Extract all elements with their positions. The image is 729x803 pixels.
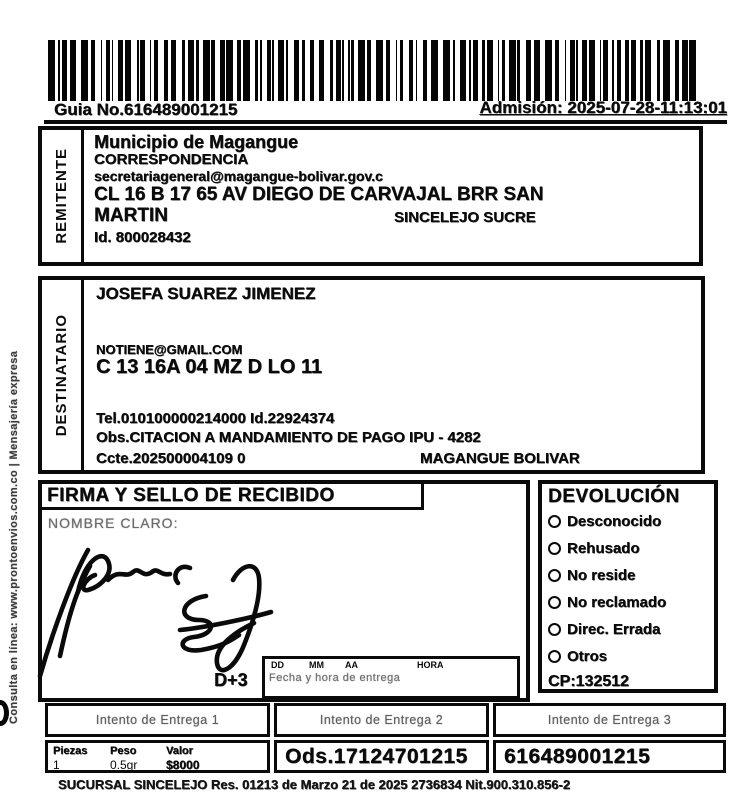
month-header: MM [309,660,324,670]
return-option-no-reclamado[interactable]: No reclamado [548,589,710,616]
radio-circle-icon[interactable] [548,623,561,636]
attempt1-header: Intento de Entrega 1 [45,703,270,737]
recipient-section-label: DESTINATARIO [42,280,84,470]
clear-name-label: NOMBRE CLARO: [48,515,179,531]
delivery-deadline-label: D+3 [214,670,248,690]
weight-header: Peso [110,745,137,757]
recipient-address: C 13 16A 04 MZ D LO 11 [96,356,323,378]
year-header: AA [345,660,358,670]
sender-address-line2: MARTIN [94,205,168,226]
declared-value: $8000 [166,758,200,772]
hour-header: HORA [417,660,444,670]
ods-number: Ods.17124701215 [274,740,489,773]
value-header: Valor [166,745,193,757]
recipient-content [90,280,701,470]
recipient-name: JOSEFA SUAREZ JIMENEZ [96,284,316,303]
return-option-desconocido[interactable]: Desconocido [548,508,710,535]
branch-resolution-line: SUCURSAL SINCELEJO Res. 01213 de Marzo 21 de 2025 2736834 Nit.900.310.856-2 [58,777,571,792]
sender-email: secretariageneral@magangue-bolivar.gov.c [94,168,383,184]
sender-address-line2-row [94,205,695,226]
signature-title: FIRMA Y SELLO DE RECIBIDO [42,484,424,510]
return-box [538,480,718,693]
day-header: DD [271,660,284,670]
barcode [48,40,700,101]
guia-number: Guia No.616489001215 [54,100,238,119]
recipient-email: NOTIENE@GMAIL.COM [96,342,243,357]
return-option-no-reside[interactable]: No reside [548,562,710,589]
recipient-tel-id: Tel.010100000214000 Id.22924374 [96,410,335,427]
return-title: DEVOLUCIÓN [548,486,680,507]
handwritten-signature [28,534,308,706]
weight-value: 0.5gr [110,758,138,772]
sender-address-line1: CL 16 B 17 65 AV DIEGO DE CARVAJAL BRR SAN [94,184,544,205]
header-row [44,98,727,124]
sender-id: Id. 800028432 [94,229,191,246]
sender-name: Municipio de Magangue [94,132,299,152]
guide-number-cell: 616489001215 [493,740,726,773]
recipient-account: Ccte.202500004109 0 [96,450,246,467]
sender-city: SINCELEJO SUCRE [394,209,536,226]
delivery-date-caption: Fecha y hora de entrega [269,672,401,684]
sender-box [38,126,703,266]
return-option-rehusado[interactable]: Rehusado [548,535,710,562]
pieces-header: Piezas [53,745,88,757]
radio-circle-icon[interactable] [548,596,561,609]
postal-code: CP:132512 [548,673,629,690]
recipient-box [38,276,705,474]
attempt2-header: Intento de Entrega 2 [274,703,489,737]
radio-circle-icon[interactable] [548,542,561,555]
sender-content [90,130,699,262]
radio-circle-icon[interactable] [548,569,561,582]
attempt3-header: Intento de Entrega 3 [493,703,726,737]
recipient-city: MAGANGUE BOLIVAR [420,450,580,467]
pieces-weight-value-cell [45,740,270,773]
vertical-consult-text: Consulta en línea: www.prontoenvios.com.co | Mensajería expresa [8,350,20,724]
pieces-value: 1 [53,758,60,772]
return-option-otros[interactable]: Otros [548,643,710,670]
recipient-observations: Obs.CITACION A MANDAMIENTO DE PAGO IPU - 4282 [96,429,481,446]
return-option-direc-errada[interactable]: Direc. Errada [548,616,710,643]
radio-circle-icon[interactable] [548,515,561,528]
radio-circle-icon[interactable] [548,650,561,663]
admission-datetime: Admisión: 2025-07-28-11:13:01 [479,98,727,117]
sender-dependency: CORRESPONDENCIA [94,151,249,168]
sender-section-label: REMITENTE [42,130,84,262]
